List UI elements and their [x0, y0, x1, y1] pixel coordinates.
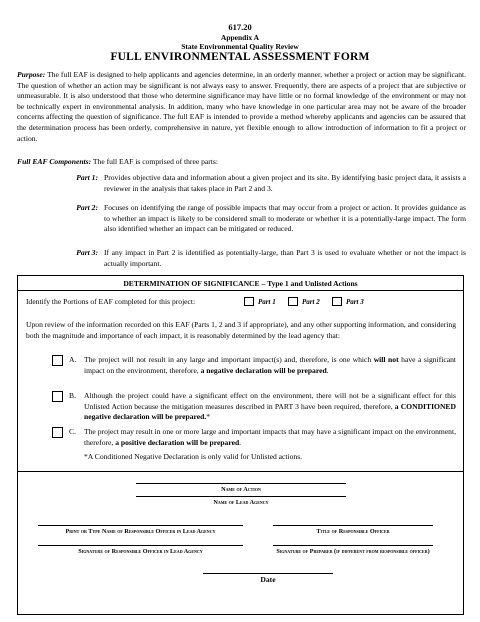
identify-portions-text: Identify the Portions of EAF completed for this project:	[26, 297, 196, 306]
name-of-action-line[interactable]	[136, 483, 346, 484]
lead-agency-label: Name of Lead Agency	[213, 499, 269, 506]
option-a-checkbox[interactable]	[52, 355, 63, 366]
part-2-label: Part 2:	[76, 203, 98, 212]
conditioned-note: *A Conditioned Negative Declaration is only valid for Unlisted actions.	[84, 452, 303, 461]
purpose-text: The full EAF is designed to help applicants and agencies determine, in an orderly manner, whether a project or action may be significant. The question of whether an action may be significant is not always easy to answer. Frequently, there are aspects of a project that are subjective or unmeasurable. It is also understood that those who determine significance may have little or no formal knowledge of the environment or may not be technically expert in environmental analysis. In addition, many who have knowledge in one particular area may not be aware of the broader concerns affecting the question of significance. The full EAF is intended to provide a method whereby applicants and agencies can be assured that the determination process has been orderly, comprehensive in nature, yet flexible enough to allow introduction of information to fit a project or action.	[17, 70, 466, 143]
part-2-description	[60, 203, 466, 247]
review-label: State Environmental Quality Review	[181, 42, 299, 51]
option-a	[52, 355, 456, 387]
part-2-checkbox-label: Part 2	[302, 298, 320, 306]
part-3-checkbox[interactable]	[332, 297, 342, 306]
title-officer-line[interactable]	[273, 525, 433, 526]
part-1-label: Part 1:	[76, 173, 98, 182]
lead-agency-line[interactable]	[136, 496, 346, 497]
print-name-label: Print or Type Name of Responsible Officer in Lead Agency	[65, 528, 216, 535]
part-1-checkbox[interactable]	[244, 297, 254, 306]
date-line[interactable]	[203, 573, 333, 574]
appendix-label: Appendix A	[220, 33, 260, 42]
determination-title: DETERMINATION OF SIGNIFICANCE – Type 1 and Unlisted Actions	[123, 279, 358, 288]
form-title: FULL ENVIRONMENTAL ASSESSMENT FORM	[110, 51, 370, 63]
name-of-action-label: Name of Action	[221, 486, 261, 493]
signature-preparer-line[interactable]	[273, 545, 433, 546]
part-2-checkbox[interactable]	[288, 297, 298, 306]
determination-box	[17, 275, 464, 615]
part-3-checkbox-label: Part 3	[346, 298, 364, 306]
title-divider	[18, 290, 463, 291]
purpose-label: Purpose:	[17, 70, 46, 79]
components-label: Full EAF Components:	[17, 157, 92, 166]
option-c-text: The project may result in one or more large and important impacts that may have a significant impact on the environment, therefore, a positive declaration will be prepared.	[84, 427, 456, 447]
part-1-description	[60, 173, 466, 195]
option-b	[52, 391, 456, 423]
components-text: The full EAF is comprised of three parts:	[92, 157, 218, 166]
date-label: Date	[260, 575, 276, 584]
option-a-text: The project will not result in any large and important impact(s) and, therefore, is one which will not have a significant impact on the environment, therefore, a negative declaration will be prepared.	[84, 355, 456, 375]
title-officer-label: Title of Responsible Officer	[316, 528, 390, 535]
upon-review-text: Upon review of the information recorded on this EAF (Parts 1, 2 and 3 if appropriate), and any other supporting information, and considering both the magnitude and importance of each impact, it is reasonably determined by the lead agency that:	[26, 320, 456, 340]
part-2-text: Focuses on identifying the range of possible impacts that may occur from a project or action. It provides guidance as to whether an impact is likely to be considered small to moderate or whether it is a potentially-large impact. The form also identified whether an impact can be mitigated or reduced.	[104, 203, 466, 234]
part-3-text: If any impact in Part 2 is identified as potentially-large, than Part 3 is used to evaluate whether or not the impact is actually important.	[104, 248, 466, 268]
option-b-text: Although the project could have a significant effect on the environment, there will not be a significant effect for this Unlisted Action because the mitigation measures described in PART 3 have been required, therefore, a CONDITIONED negative declaration will be prepared.*	[84, 391, 456, 422]
option-a-letter: A.	[69, 355, 77, 364]
option-c	[52, 427, 456, 449]
part-3-description	[60, 248, 466, 270]
option-b-checkbox[interactable]	[52, 391, 63, 402]
part-3-label: Part 3:	[76, 248, 98, 257]
section-code: 617.20	[228, 22, 252, 32]
option-b-letter: B.	[69, 391, 76, 400]
signature-officer-line[interactable]	[38, 545, 243, 546]
part-1-checkbox-label: Part 1	[258, 298, 276, 306]
signature-divider	[18, 471, 463, 472]
part-1-text: Provides objective data and information about a given project and its site. By identifying basic project data, it assists a reviewer in the analysis that takes place in Part 2 and 3.	[104, 173, 466, 193]
option-c-letter: C.	[69, 427, 76, 436]
components-intro	[17, 157, 466, 168]
option-c-checkbox[interactable]	[52, 427, 63, 438]
print-name-line[interactable]	[38, 525, 243, 526]
signature-officer-label: Signature of Responsible Officer in Lead Agency	[78, 548, 203, 555]
purpose-paragraph	[17, 70, 466, 144]
signature-preparer-label: Signature of Preparer (if different from responsible officer)	[276, 548, 430, 555]
